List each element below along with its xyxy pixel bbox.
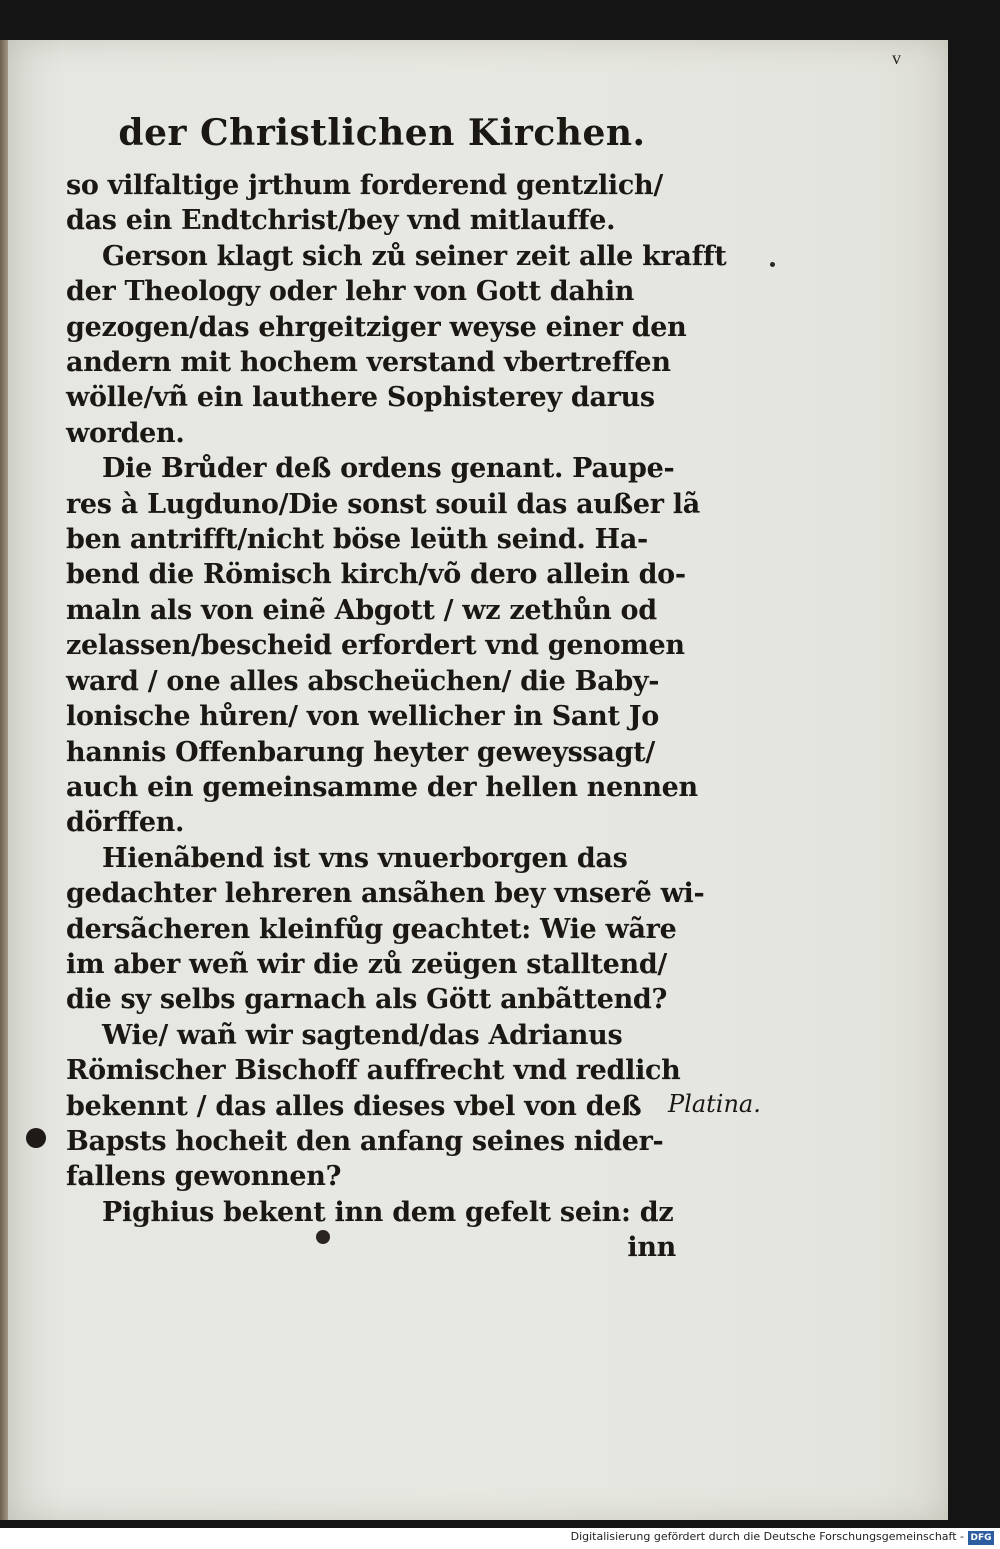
text-line: zelassen/bescheid erfordert vnd genomen [66, 630, 685, 662]
text-line: lonische hůren/ von wellicher in Sant Jo [66, 701, 659, 733]
text-line: res à Lugduno/Die sonst souil das außer lã [66, 488, 700, 520]
text-line: hannis Offenbarung heyter geweyssagt/ [66, 736, 655, 768]
text-line: Gerson klagt sich zů seiner zeit alle krafft [102, 240, 727, 272]
margin-note: Platina. [668, 1090, 761, 1118]
text-line: das ein Endtchrist/bey vnd mitlauffe. [66, 205, 616, 237]
binding-hole [26, 1128, 46, 1148]
text-line: gezogen/das ehrgeitziger weyse einer den [66, 311, 687, 343]
text-line: so vilfaltige jrthum forderend gentzlich/ [66, 170, 663, 201]
text-line: ben antrifft/nicht böse leüth seind. Ha- [66, 524, 648, 556]
footer-bar [0, 1528, 1000, 1549]
text-line: Römischer Bischoff auffrecht vnd redlich [66, 1055, 681, 1087]
text-line: Hienãbend ist vns vnuerborgen das [102, 842, 628, 874]
text-line: Pighius bekent inn dem gefelt sein: dz [102, 1196, 674, 1228]
text-line: gedachter lehreren ansãhen bey vnserẽ wi- [66, 878, 705, 910]
ink-speck [316, 1230, 330, 1244]
text-line: dersãcheren kleinfůg geachtet: Wie wãre [66, 913, 677, 945]
catchword: inn [627, 1232, 676, 1264]
text-line: worden. [66, 417, 185, 449]
text-line: die sy selbs garnach als Gött anbãttend? [66, 984, 668, 1016]
text-line: bekennt / das alles dieses vbel von deß [66, 1090, 642, 1122]
footer-credit: Digitalisierung gefördert durch die Deutsche Forschungsgemeinschaft - [570, 1530, 964, 1543]
text-line: maln als von einẽ Abgott / wz zethůn od [66, 594, 657, 626]
ink-speck [770, 262, 775, 267]
running-head: der Christlichen Kirchen. [118, 112, 646, 154]
text-line: wölle/vñ ein lauthere Sophisterey darus [66, 382, 655, 414]
text-line: Die Brůder deß ordens genant. Paupe- [102, 453, 675, 485]
text-line: ward / one alles abscheüchen/ die Baby- [66, 665, 660, 697]
text-line: fallens gewonnen? [66, 1161, 342, 1193]
text-line: Wie/ wañ wir sagtend/das Adrianus [102, 1019, 623, 1051]
text-line: Bapsts hocheit den anfang seines nider- [66, 1125, 664, 1157]
text-line: auch ein gemeinsamme der hellen nennen [66, 771, 698, 803]
dfg-logo: DFG [968, 1531, 994, 1545]
text-line: im aber weñ wir die zů zeügen stalltend/ [66, 948, 667, 980]
text-line: der Theology oder lehr von Gott dahin [66, 276, 635, 308]
text-line: bend die Römisch kirch/võ dero allein do- [66, 559, 686, 591]
text-line: andern mit hochem verstand vbertreffen [66, 347, 671, 379]
text-line: dörffen. [66, 807, 185, 839]
signature-mark: v [892, 48, 901, 68]
